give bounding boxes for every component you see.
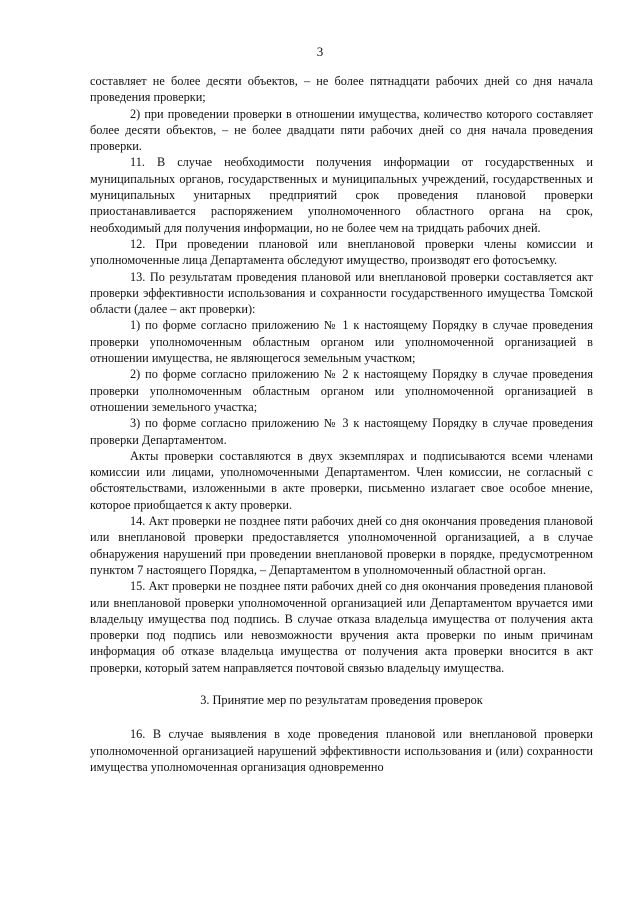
document-body [90, 73, 593, 775]
section-heading: 3. Принятие мер по результатам проведения проверок [200, 692, 483, 707]
paragraph-12: 12. При проведении плановой или внеплановой проверки члены комиссии и уполномоченные лица Департамента обследуют имущество, производят его фотосъемку. [90, 236, 593, 268]
paragraph-13-item-3: 3) по форме согласно приложению № 3 к настоящему Порядку в случае проведения проверки Департаментом. [90, 416, 593, 447]
page-number: 3 [316, 44, 324, 59]
paragraph-13: 13. По результатам проведения плановой или внеплановой проверки составляется акт проверки эффективности использования и сохранности государственного имущества Томской области (далее – акт проверки): [90, 269, 593, 317]
paragraph-16: 16. В случае выявления в ходе проведения плановой или внеплановой проверки уполномоченной организацией нарушений эффективности использования и (или) сохранности имущества уполномоченная организация одновременно [90, 727, 593, 774]
paragraph-continuation: составляет не более десяти объектов, – не более пятнадцати рабочих дней со дня начала проведения проверки; [90, 74, 593, 105]
paragraph-subitem-2: 2) при проведении проверки в отношении имущества, количество которого составляет более десяти объектов, – не более двадцати пяти рабочих дней со дня начала проведения проверки. [90, 106, 593, 154]
paragraph-15: 15. Акт проверки не позднее пяти рабочих дней со дня окончания проведения плановой или внеплановой проверки уполномоченной организацией или Департаментом вручается ими владельцу имущества под подпись. В случае отказа владельца имущества от получения акта проверки под подпись или невозможности вручения акта проверки по иным причинам информация об отказе владельца имущества от получения акта проверки вносится в акт проверки, который затем направляется почтовой связью владельцу имущества. [90, 579, 593, 675]
paragraph-13-item-1: 1) по форме согласно приложению № 1 к настоящему Порядку в случае проведения проверки уполномоченным областным органом или уполномоченной организацией в отношении имущества, не являющегося земельным участком; [90, 318, 593, 366]
paragraph-11: 11. В случае необходимости получения информации от государственных и муниципальных органов, государственных и муниципальных учреждений, государственных и муниципальных унитарных предприятий срок проведения плановой проверки приостанавливается распоряжением уполномоченного областного органа на срок, необходимый для получения информации, но не более чем на тридцать рабочих дней. [90, 155, 593, 235]
paragraph-14: 14. Акт проверки не позднее пяти рабочих дней со дня окончания проведения плановой или внеплановой проверки предоставляется уполномоченной организацией, а в случае обнаружения нарушений при проведении внеплановой проверки в порядке, предусмотренном пунктом 7 настоящего Порядка, – Департаментом в уполномоченный областной орган. [90, 514, 593, 577]
paragraph-acts-signing: Акты проверки составляются в двух экземплярах и подписываются всеми членами комиссии или лицами, уполномоченными Департаментом. Член комиссии, не согласный с обстоятельствами, изложенными в акте проверки, письменно излагает свое особое мнение, которое приобщается к акту проверки. [90, 448, 593, 512]
paragraph-13-item-2: 2) по форме согласно приложению № 2 к настоящему Порядку в случае проведения проверки уполномоченным областным органом или уполномоченной организацией в отношении земельного участка; [90, 367, 593, 414]
